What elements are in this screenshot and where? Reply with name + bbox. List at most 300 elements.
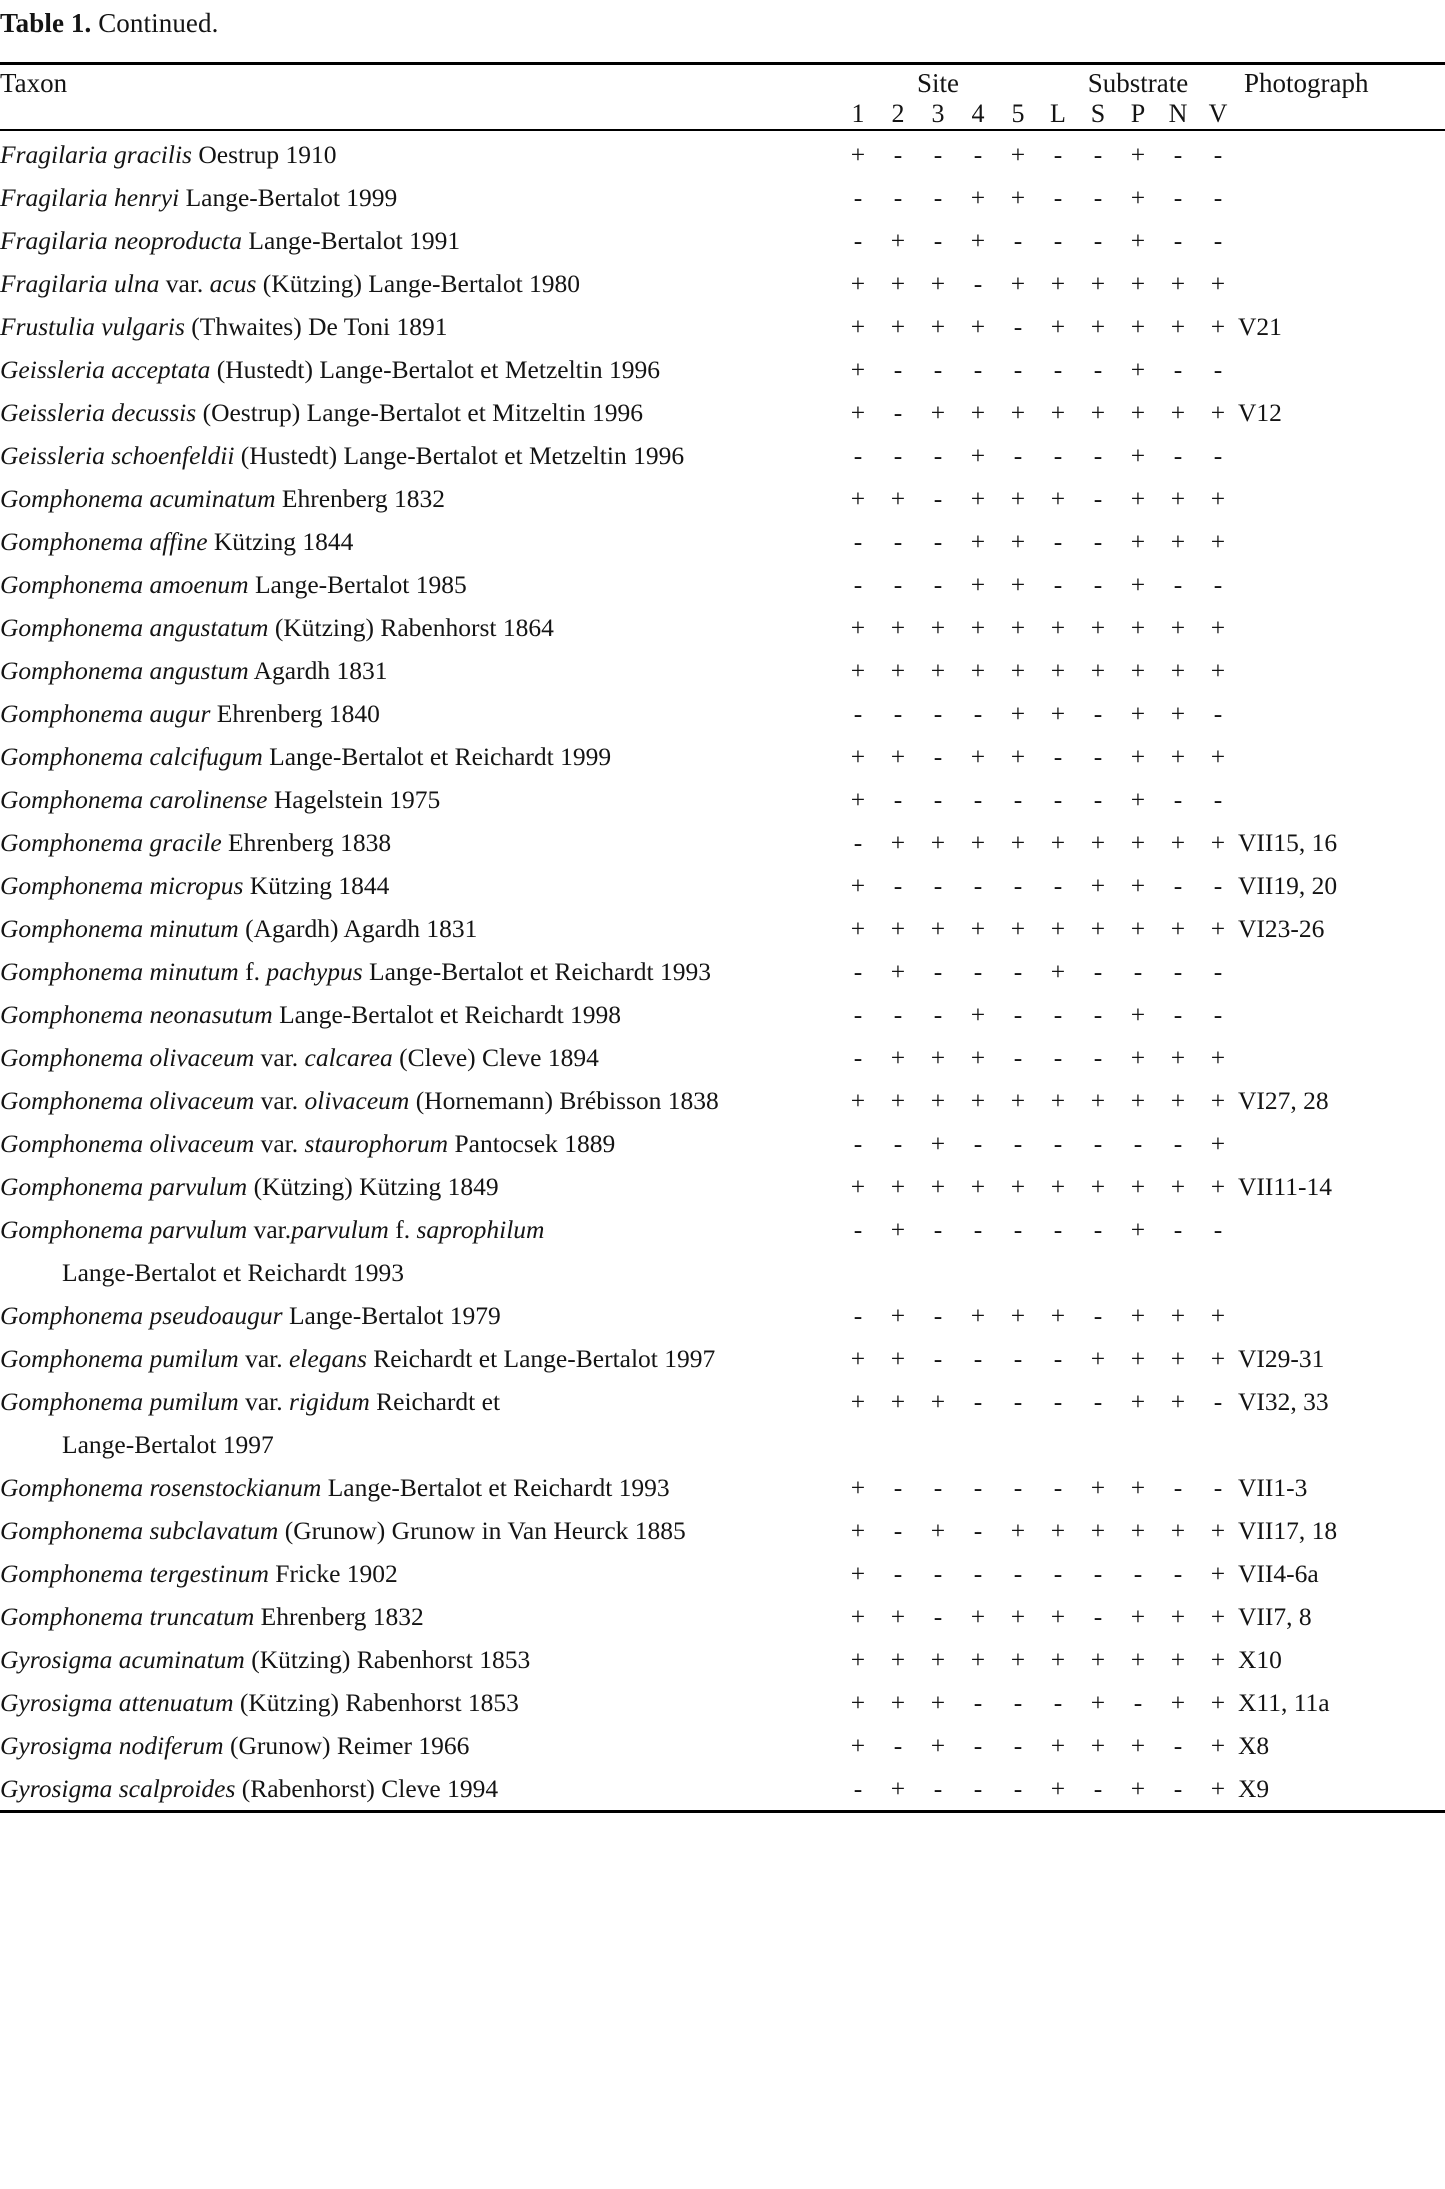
cell-photograph (1238, 1122, 1445, 1165)
taxon-name: Gomphonema subclavatum (Grunow) Grunow in Van Heurck 1885 (0, 1516, 686, 1545)
cell-P: + (1130, 1301, 1146, 1330)
cell-V: + (1210, 1172, 1226, 1201)
cell-2: + (890, 656, 906, 685)
cell-L: + (1050, 1086, 1066, 1115)
cell-1: + (850, 1731, 866, 1760)
cell-1: + (850, 785, 866, 814)
cell-4: - (973, 1215, 983, 1244)
cell-3: - (933, 226, 943, 255)
cell-S: - (1093, 1043, 1103, 1072)
cell-L: - (1053, 226, 1063, 255)
cell-2: + (890, 312, 906, 341)
cell-N: + (1170, 1172, 1186, 1201)
cell-photograph: VII1-3 (1238, 1473, 1308, 1502)
cell-P: + (1130, 1086, 1146, 1115)
cell-V: + (1210, 398, 1226, 427)
header-col-N: N (1168, 99, 1188, 128)
cell-N: + (1170, 1043, 1186, 1072)
cell-2: + (890, 484, 906, 513)
cell-V: + (1210, 742, 1226, 771)
cell-N: - (1173, 1215, 1183, 1244)
taxon-name: Geissleria decussis (Oestrup) Lange-Bertalot et Mitzeltin 1996 (0, 398, 644, 427)
cell-N: - (1173, 1129, 1183, 1158)
cell-photograph (1238, 735, 1445, 778)
cell-4: - (973, 1559, 983, 1588)
cell-photograph: VII11-14 (1238, 1172, 1332, 1201)
cell-P: + (1130, 699, 1146, 728)
cell-S: + (1090, 1731, 1106, 1760)
taxon-name: Gyrosigma attenuatum (Kützing) Rabenhorst 1853 (0, 1688, 519, 1717)
cell-L: - (1053, 1043, 1063, 1072)
cell-2: - (893, 1000, 903, 1029)
cell-3: - (933, 785, 943, 814)
cell-4: + (970, 1172, 986, 1201)
cell-L: + (1050, 269, 1066, 298)
cell-5: - (1013, 1387, 1023, 1416)
taxon-name: Geissleria schoenfeldii (Hustedt) Lange-Bertalot et Metzeltin 1996 (0, 441, 685, 470)
cell-2: + (890, 613, 906, 642)
cell-P: + (1130, 1215, 1146, 1244)
cell-3: + (930, 914, 946, 943)
cell-1: - (853, 1043, 863, 1072)
cell-1: - (853, 1000, 863, 1029)
cell-L: - (1053, 1688, 1063, 1717)
cell-5: - (1013, 1731, 1023, 1760)
cell-N: + (1170, 1645, 1186, 1674)
cell-3: - (933, 1559, 943, 1588)
cell-3: - (933, 742, 943, 771)
cell-S: - (1093, 785, 1103, 814)
taxon-name: Gomphonema olivaceum var. olivaceum (Hornemann) Brébisson 1838 (0, 1086, 719, 1115)
taxon-name: Gomphonema acuminatum Ehrenberg 1832 (0, 484, 446, 513)
cell-P: - (1133, 1129, 1143, 1158)
table-row (0, 477, 1445, 520)
cell-P: - (1133, 1559, 1143, 1588)
cell-5: + (1010, 1172, 1026, 1201)
table-header-columns (0, 99, 1445, 130)
cell-S: - (1093, 1774, 1103, 1803)
header-substrate-group: Substrate (1087, 68, 1189, 98)
cell-4: + (970, 398, 986, 427)
cell-photograph (1238, 520, 1445, 563)
cell-1: + (850, 355, 866, 384)
cell-1: - (853, 1774, 863, 1803)
table-row (0, 305, 1445, 348)
table-row (0, 176, 1445, 219)
cell-2: + (890, 1086, 906, 1115)
header-photograph-group: Photograph (1244, 68, 1369, 98)
taxon-name: Gyrosigma acuminatum (Kützing) Rabenhorst 1853 (0, 1645, 531, 1674)
cell-L: + (1050, 1516, 1066, 1545)
cell-5: - (1013, 355, 1023, 384)
cell-V: + (1210, 828, 1226, 857)
cell-5 (998, 1423, 1038, 1466)
cell-L: - (1053, 441, 1063, 470)
cell-4: + (970, 1301, 986, 1330)
cell-P: - (1133, 957, 1143, 986)
cell-5: - (1013, 226, 1023, 255)
cell-V: + (1210, 1559, 1226, 1588)
cell-S: + (1090, 398, 1106, 427)
cell-N: + (1170, 1688, 1186, 1717)
taxon-name-continuation: Lange-Bertalot 1997 (62, 1430, 274, 1459)
cell-2: + (890, 1215, 906, 1244)
cell-P: + (1130, 527, 1146, 556)
cell-S: + (1090, 1086, 1106, 1115)
cell-1: + (850, 1688, 866, 1717)
taxon-name: Geissleria acceptata (Hustedt) Lange-Bertalot et Metzeltin 1996 (0, 355, 660, 384)
cell-S: - (1093, 699, 1103, 728)
cell-4: - (973, 957, 983, 986)
cell-P: + (1130, 1774, 1146, 1803)
table-row (0, 1509, 1445, 1552)
cell-V: + (1210, 269, 1226, 298)
cell-L: + (1050, 484, 1066, 513)
cell-L: - (1053, 1000, 1063, 1029)
cell-2 (878, 1251, 918, 1294)
cell-P: + (1130, 1344, 1146, 1373)
cell-1: - (853, 226, 863, 255)
cell-L: - (1053, 1129, 1063, 1158)
cell-5: - (1013, 1559, 1023, 1588)
cell-5: + (1010, 398, 1026, 427)
cell-1: - (853, 183, 863, 212)
cell-2: + (890, 1688, 906, 1717)
cell-S: + (1090, 656, 1106, 685)
cell-photograph (1238, 1294, 1445, 1337)
cell-N: + (1170, 656, 1186, 685)
cell-L: + (1050, 1172, 1066, 1201)
cell-1: + (850, 1344, 866, 1373)
cell-1: + (850, 398, 866, 427)
cell-S (1078, 1423, 1118, 1466)
cell-N: - (1173, 1559, 1183, 1588)
cell-photograph (1238, 262, 1445, 305)
table-row (0, 1681, 1445, 1724)
cell-P: + (1130, 1172, 1146, 1201)
taxon-name: Fragilaria gracilis Oestrup 1910 (0, 140, 337, 169)
cell-3: - (933, 441, 943, 470)
cell-2: + (890, 1774, 906, 1803)
cell-V: + (1210, 484, 1226, 513)
cell-1: - (853, 570, 863, 599)
cell-photograph (1238, 692, 1445, 735)
cell-2: + (890, 1645, 906, 1674)
table-row (0, 950, 1445, 993)
cell-L: + (1050, 914, 1066, 943)
cell-photograph (1238, 477, 1445, 520)
cell-L: + (1050, 1774, 1066, 1803)
cell-5: + (1010, 484, 1026, 513)
cell-3: + (930, 1129, 946, 1158)
table-row (0, 692, 1445, 735)
table-row (0, 1466, 1445, 1509)
cell-photograph: VI27, 28 (1238, 1086, 1329, 1115)
cell-P: + (1130, 656, 1146, 685)
cell-N: - (1173, 140, 1183, 169)
cell-V: + (1210, 1731, 1226, 1760)
cell-S: - (1093, 355, 1103, 384)
table-row (0, 563, 1445, 606)
cell-N: + (1170, 398, 1186, 427)
cell-3: + (930, 1086, 946, 1115)
table-row (0, 434, 1445, 477)
cell-N: - (1173, 957, 1183, 986)
cell-V: - (1213, 871, 1223, 900)
cell-5: - (1013, 1043, 1023, 1072)
cell-V: + (1210, 1301, 1226, 1330)
cell-P: + (1130, 613, 1146, 642)
table-row (0, 821, 1445, 864)
taxon-name: Gomphonema olivaceum var. staurophorum Pantocsek 1889 (0, 1129, 616, 1158)
taxon-name: Gomphonema pumilum var. elegans Reichardt et Lange-Bertalot 1997 (0, 1344, 716, 1373)
cell-photograph (1238, 1423, 1445, 1466)
cell-P (1118, 1251, 1158, 1294)
cell-P: + (1130, 785, 1146, 814)
cell-S: + (1090, 1473, 1106, 1502)
cell-2: + (890, 1301, 906, 1330)
taxon-name: Gomphonema parvulum (Kützing) Kützing 1849 (0, 1172, 499, 1201)
cell-V: - (1213, 183, 1223, 212)
cell-S: + (1090, 871, 1106, 900)
cell-2: + (890, 1602, 906, 1631)
cell-photograph (1238, 1036, 1445, 1079)
cell-3: - (933, 355, 943, 384)
cell-N: + (1170, 527, 1186, 556)
cell-4: - (973, 1473, 983, 1502)
cell-1: - (853, 527, 863, 556)
taxon-name: Gomphonema minutum (Agardh) Agardh 1831 (0, 914, 478, 943)
table-row (0, 993, 1445, 1036)
cell-3: + (930, 398, 946, 427)
cell-L: + (1050, 957, 1066, 986)
taxon-name: Gyrosigma scalproides (Rabenhorst) Cleve 1994 (0, 1774, 499, 1803)
cell-N (1158, 1251, 1198, 1294)
table-row (0, 219, 1445, 262)
table-row (0, 1724, 1445, 1767)
cell-3: + (930, 1688, 946, 1717)
cell-3: - (933, 1602, 943, 1631)
cell-V: + (1210, 1688, 1226, 1717)
cell-2: - (893, 570, 903, 599)
cell-3: + (930, 828, 946, 857)
cell-N: - (1173, 183, 1183, 212)
cell-1: + (850, 742, 866, 771)
cell-S: + (1090, 613, 1106, 642)
header-col-2: 2 (891, 99, 905, 128)
cell-N: + (1170, 1602, 1186, 1631)
table-row (0, 1165, 1445, 1208)
cell-N: + (1170, 699, 1186, 728)
cell-5: + (1010, 570, 1026, 599)
taxa-occurrence-table (0, 62, 1445, 1816)
header-col-spacer (0, 99, 838, 130)
cell-2: + (890, 957, 906, 986)
cell-P: + (1130, 828, 1146, 857)
cell-5: + (1010, 742, 1026, 771)
cell-3: - (933, 1301, 943, 1330)
table-caption (0, 8, 218, 39)
cell-photograph (1238, 434, 1445, 477)
cell-1: + (850, 871, 866, 900)
cell-3: + (930, 1043, 946, 1072)
cell-L: + (1050, 1602, 1066, 1631)
cell-P: + (1130, 742, 1146, 771)
cell-4: - (973, 1688, 983, 1717)
cell-S: - (1093, 1129, 1103, 1158)
table-row (0, 606, 1445, 649)
cell-S: - (1093, 742, 1103, 771)
cell-V: - (1213, 441, 1223, 470)
cell-1: + (850, 613, 866, 642)
header-taxon: Taxon (0, 68, 68, 98)
cell-N: + (1170, 1516, 1186, 1545)
cell-P: + (1130, 140, 1146, 169)
cell-N: - (1173, 785, 1183, 814)
taxon-name: Gomphonema pumilum var. rigidum Reichardt et (0, 1387, 501, 1416)
cell-4: + (970, 1645, 986, 1674)
taxon-name: Fragilaria henryi Lange-Bertalot 1999 (0, 183, 398, 212)
cell-S: - (1093, 527, 1103, 556)
cell-photograph (1238, 1208, 1445, 1251)
cell-4: - (973, 140, 983, 169)
cell-S: - (1093, 1387, 1103, 1416)
cell-5: + (1010, 828, 1026, 857)
cell-S: + (1090, 1172, 1106, 1201)
cell-5: - (1013, 871, 1023, 900)
cell-2: + (890, 1344, 906, 1373)
cell-P: + (1130, 484, 1146, 513)
cell-N: + (1170, 914, 1186, 943)
cell-L: - (1053, 1559, 1063, 1588)
cell-1: + (850, 914, 866, 943)
taxon-name: Gomphonema neonasutum Lange-Bertalot et Reichardt 1998 (0, 1000, 622, 1029)
cell-S: - (1093, 183, 1103, 212)
cell-4: - (973, 1129, 983, 1158)
cell-V: - (1213, 570, 1223, 599)
cell-5: - (1013, 1774, 1023, 1803)
cell-4: + (970, 312, 986, 341)
cell-N: - (1173, 355, 1183, 384)
cell-L: + (1050, 699, 1066, 728)
cell-4: + (970, 656, 986, 685)
cell-photograph (1238, 348, 1445, 391)
cell-L (1038, 1423, 1078, 1466)
header-col-P: P (1130, 99, 1146, 128)
cell-P: + (1130, 871, 1146, 900)
cell-2: - (893, 527, 903, 556)
cell-1: + (850, 1516, 866, 1545)
cell-5: + (1010, 269, 1026, 298)
cell-5: + (1010, 1086, 1026, 1115)
cell-V: + (1210, 312, 1226, 341)
cell-5: + (1010, 1516, 1026, 1545)
header-col-S: S (1090, 99, 1106, 128)
table-row (0, 649, 1445, 692)
cell-S: - (1093, 140, 1103, 169)
cell-photograph: VII7, 8 (1238, 1602, 1312, 1631)
header-col-V: V (1208, 99, 1228, 128)
table-row (0, 348, 1445, 391)
cell-P: + (1130, 226, 1146, 255)
cell-photograph: X9 (1238, 1774, 1270, 1803)
cell-1 (838, 1251, 878, 1294)
cell-3: + (930, 1645, 946, 1674)
cell-5: + (1010, 1645, 1026, 1674)
cell-1: - (853, 699, 863, 728)
cell-4: + (970, 914, 986, 943)
cell-S: + (1090, 1645, 1106, 1674)
cell-5: - (1013, 1215, 1023, 1244)
cell-V: + (1210, 1602, 1226, 1631)
cell-photograph: VII17, 18 (1238, 1516, 1338, 1545)
cell-S: - (1093, 1215, 1103, 1244)
cell-S: - (1093, 1301, 1103, 1330)
cell-2: - (893, 183, 903, 212)
table-row (0, 735, 1445, 778)
cell-2: - (893, 1731, 903, 1760)
cell-P: + (1130, 269, 1146, 298)
cell-3: - (933, 957, 943, 986)
cell-5: + (1010, 656, 1026, 685)
cell-1: + (850, 269, 866, 298)
cell-photograph: V21 (1238, 312, 1282, 341)
cell-L: - (1053, 871, 1063, 900)
cell-3: - (933, 527, 943, 556)
cell-S (1078, 1251, 1118, 1294)
cell-photograph: VI23-26 (1238, 914, 1325, 943)
cell-1: + (850, 1645, 866, 1674)
cell-5: + (1010, 613, 1026, 642)
cell-4: + (970, 484, 986, 513)
cell-photograph (1238, 993, 1445, 1036)
cell-L: + (1050, 613, 1066, 642)
table-row (0, 1767, 1445, 1812)
taxon-name-continuation: Lange-Bertalot et Reichardt 1993 (62, 1258, 404, 1287)
cell-2: + (890, 742, 906, 771)
cell-L: - (1053, 355, 1063, 384)
taxon-name: Gomphonema truncatum Ehrenberg 1832 (0, 1602, 424, 1631)
cell-4: - (973, 1387, 983, 1416)
cell-N: + (1170, 312, 1186, 341)
cell-V: - (1213, 140, 1223, 169)
table-row (0, 262, 1445, 305)
cell-1: - (853, 1301, 863, 1330)
cell-L: + (1050, 828, 1066, 857)
header-col-3: 3 (931, 99, 945, 128)
table-row (0, 1294, 1445, 1337)
table-bottom-rule (0, 1812, 1445, 1817)
cell-L: - (1053, 1473, 1063, 1502)
table-row (0, 1552, 1445, 1595)
cell-4: + (970, 1602, 986, 1631)
cell-V: - (1213, 355, 1223, 384)
cell-V: - (1213, 785, 1223, 814)
cell-3 (918, 1251, 958, 1294)
cell-L (1038, 1251, 1078, 1294)
cell-L: - (1053, 570, 1063, 599)
cell-1: + (850, 484, 866, 513)
cell-S: + (1090, 1516, 1106, 1545)
header-col-L: L (1050, 99, 1066, 128)
cell-1: + (850, 140, 866, 169)
taxon-name: Gyrosigma nodiferum (Grunow) Reimer 1966 (0, 1731, 470, 1760)
cell-2: - (893, 398, 903, 427)
cell-1: + (850, 1172, 866, 1201)
cell-N: - (1173, 570, 1183, 599)
cell-2: - (893, 699, 903, 728)
cell-4: + (970, 441, 986, 470)
